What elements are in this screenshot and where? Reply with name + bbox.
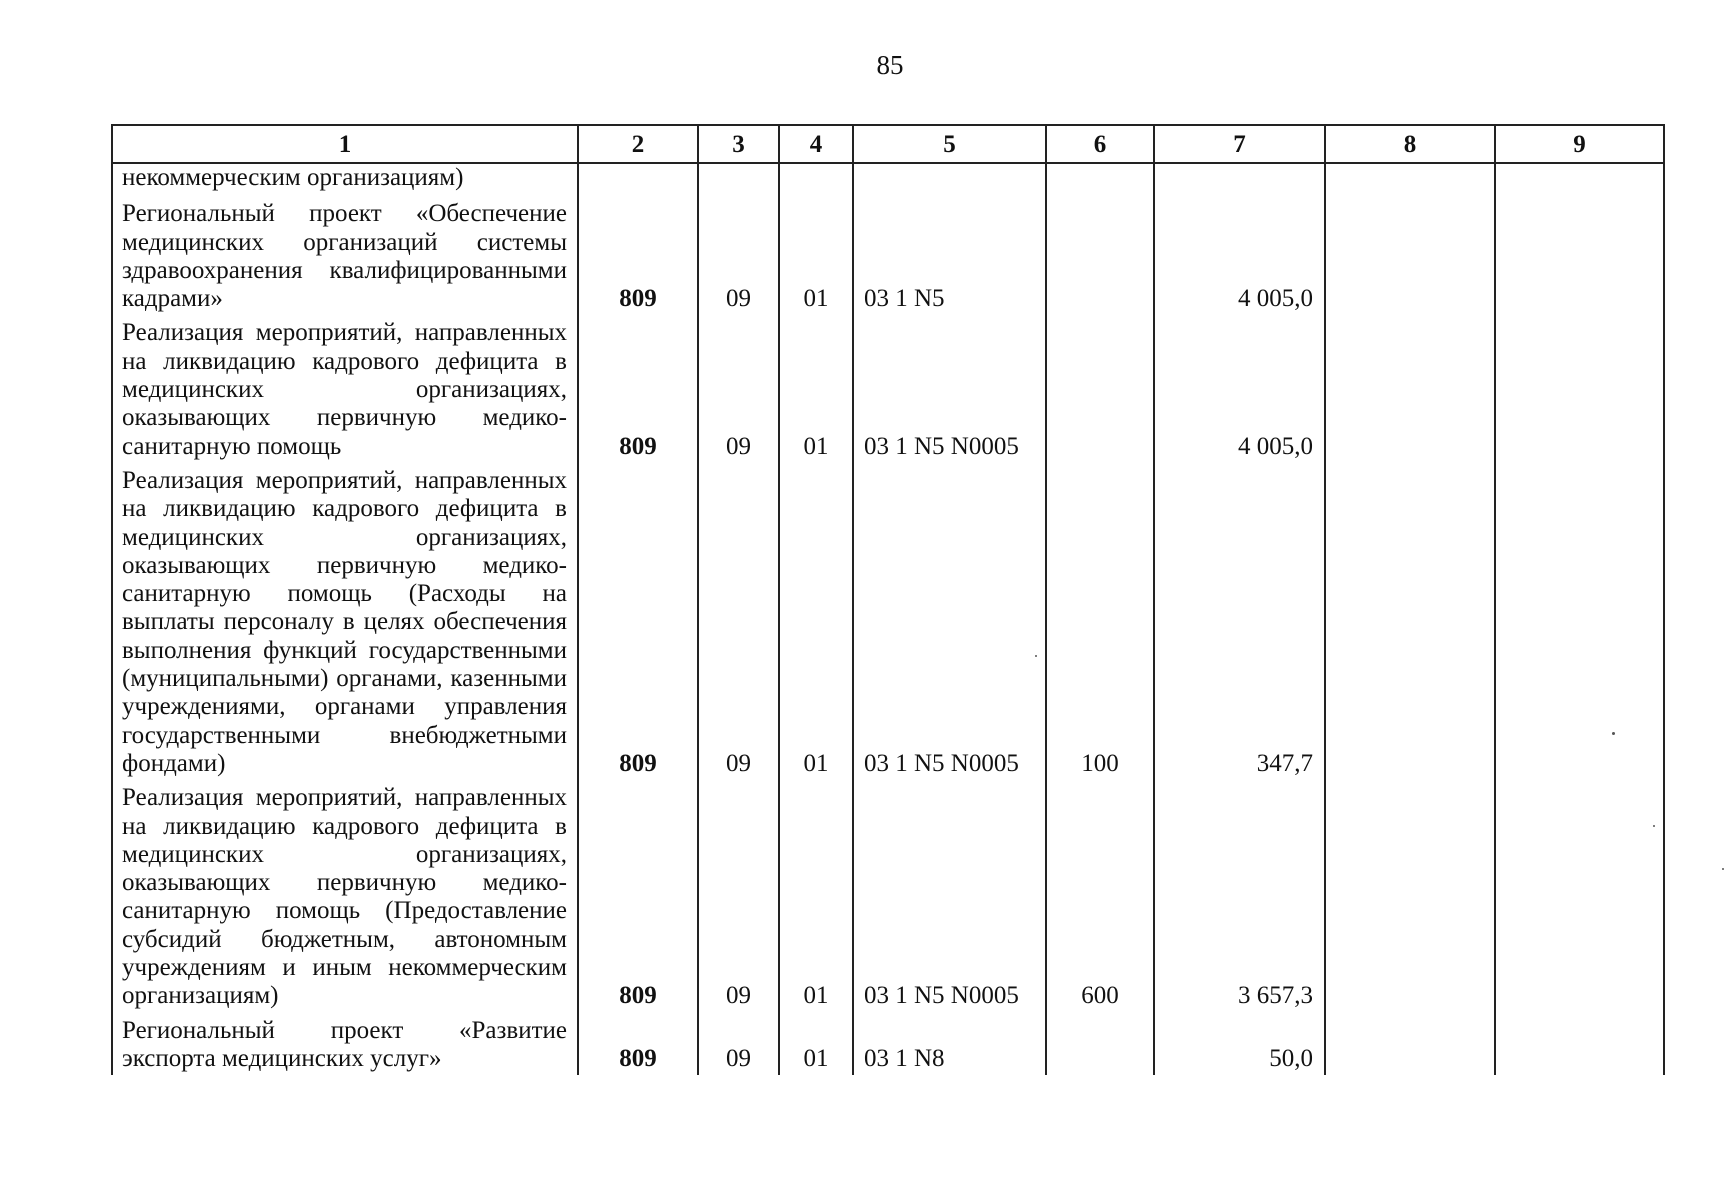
row-col5: 03 1 N5 N0005 <box>853 315 1046 462</box>
col-header-6: 6 <box>1046 125 1154 163</box>
row-col6 <box>1046 315 1154 462</box>
row-col6 <box>1046 1013 1154 1076</box>
row-col9 <box>1495 1013 1664 1076</box>
row-col7: 347,7 <box>1154 463 1325 780</box>
row-col9 <box>1495 315 1664 462</box>
row-col7: 3 657,3 <box>1154 780 1325 1012</box>
row-name: Реализация мероприятий, направленных на ликвидацию кадрового дефицита в медицинских организациях, оказывающих первичную медико-санитарную помощь (Предоставление субсидий бюджетным, автономным учреждениям и иным некоммерческим организациям) <box>112 780 578 1012</box>
row-col9 <box>1495 780 1664 1012</box>
col-header-8: 8 <box>1325 125 1495 163</box>
row-col8 <box>1325 1013 1495 1076</box>
row-col6: 100 <box>1046 463 1154 780</box>
row-col2: 809 <box>578 463 698 780</box>
scan-speck <box>1035 655 1037 657</box>
row-col3: 09 <box>698 315 779 462</box>
row-col5: 03 1 N5 N0005 <box>853 463 1046 780</box>
row-col9 <box>1495 463 1664 780</box>
table-row <box>112 780 1664 1012</box>
row-col7: 4 005,0 <box>1154 196 1325 315</box>
row-col2: 809 <box>578 315 698 462</box>
row-col8 <box>1325 463 1495 780</box>
row-col2: 809 <box>578 196 698 315</box>
row-col2: 809 <box>578 780 698 1012</box>
row-col8 <box>1325 780 1495 1012</box>
row-col6 <box>1046 196 1154 315</box>
row-name: Реализация мероприятий, направленных на ликвидацию кадрового дефицита в медицинских организациях, оказывающих первичную медико-санитарную помощь <box>112 315 578 462</box>
scan-speck <box>1653 825 1655 827</box>
col-header-5: 5 <box>853 125 1046 163</box>
row-col9 <box>1495 196 1664 315</box>
col-header-3: 3 <box>698 125 779 163</box>
continuation-row <box>112 163 1664 196</box>
row-col4: 01 <box>779 315 853 462</box>
scan-speck <box>1722 868 1724 870</box>
header-row <box>112 125 1664 163</box>
row-col7: 4 005,0 <box>1154 315 1325 462</box>
row-name: Региональный проект «Развитие экспорта медицинских услуг» <box>112 1013 578 1076</box>
row-col8 <box>1325 196 1495 315</box>
row-col3: 09 <box>698 196 779 315</box>
row-col4: 01 <box>779 1013 853 1076</box>
table-row <box>112 1013 1664 1076</box>
row-col4: 01 <box>779 196 853 315</box>
row-name: Реализация мероприятий, направленных на ликвидацию кадрового дефицита в медицинских организациях, оказывающих первичную медико-санитарную помощь (Расходы на выплаты персоналу в целях обеспечения выполнения функций государственными (муниципальными) органами, казенными учреждениями, органами управления государственными внебюджетными фондами) <box>112 463 578 780</box>
row-col4: 01 <box>779 780 853 1012</box>
row-col8 <box>1325 315 1495 462</box>
col-header-1: 1 <box>112 125 578 163</box>
row-col5: 03 1 N8 <box>853 1013 1046 1076</box>
row-col3: 09 <box>698 780 779 1012</box>
budget-table <box>111 124 1665 1075</box>
row-col3: 09 <box>698 463 779 780</box>
row-col6: 600 <box>1046 780 1154 1012</box>
col-header-4: 4 <box>779 125 853 163</box>
row-col3: 09 <box>698 1013 779 1076</box>
table-row <box>112 196 1664 315</box>
row-col7: 50,0 <box>1154 1013 1325 1076</box>
table-row <box>112 463 1664 780</box>
row-col5: 03 1 N5 <box>853 196 1046 315</box>
row-name: Региональный проект «Обеспечение медицинских организаций системы здравоохранения квалифицированными кадрами» <box>112 196 578 315</box>
row-col2: 809 <box>578 1013 698 1076</box>
row-col4: 01 <box>779 463 853 780</box>
col-header-7: 7 <box>1154 125 1325 163</box>
continuation-text: некоммерческим организациям) <box>112 163 578 196</box>
col-header-9: 9 <box>1495 125 1664 163</box>
page-number: 85 <box>876 50 904 80</box>
scan-speck <box>1612 732 1615 735</box>
table-row <box>112 315 1664 462</box>
col-header-2: 2 <box>578 125 698 163</box>
row-col5: 03 1 N5 N0005 <box>853 780 1046 1012</box>
